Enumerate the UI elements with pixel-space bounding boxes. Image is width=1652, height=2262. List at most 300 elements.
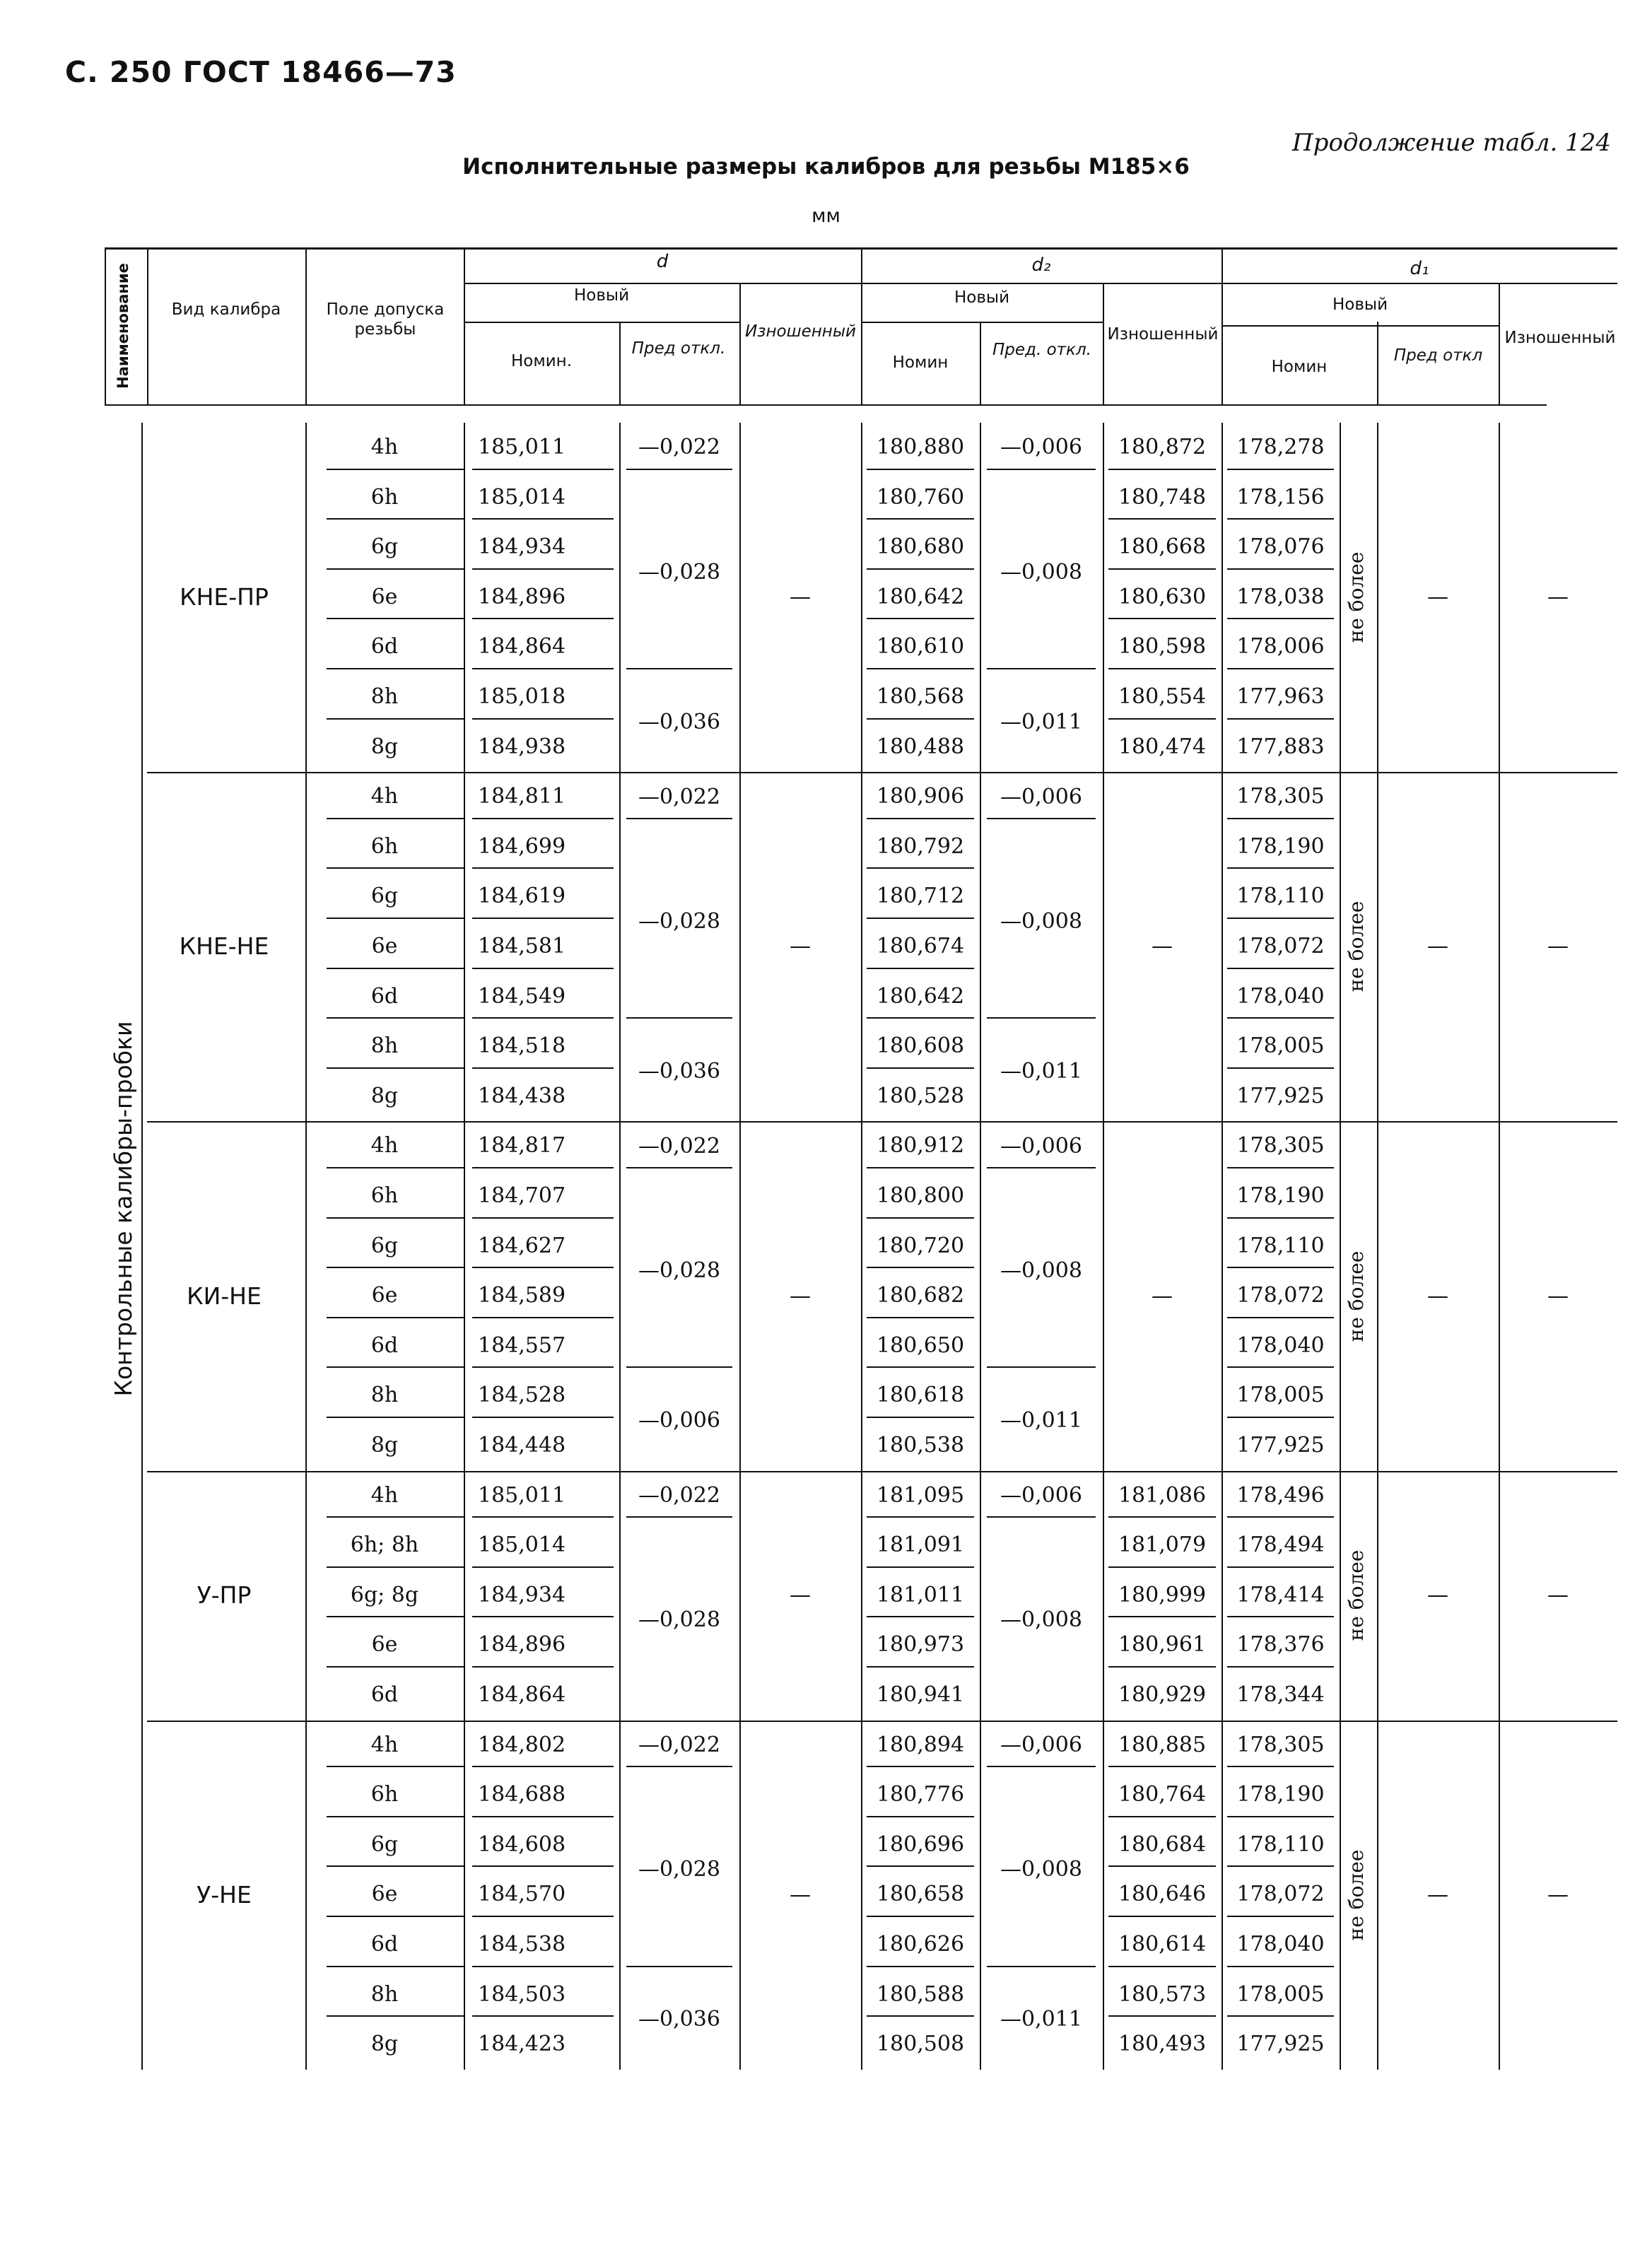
d2-nominal-cell: 180,610 [876, 634, 965, 660]
tolerance-cell: 6g [370, 1832, 399, 1857]
d2-nominal-cell: 180,792 [876, 833, 965, 859]
row-underline [472, 968, 614, 969]
header-d: d [656, 251, 669, 272]
d2-worn-cell: 180,598 [1118, 634, 1207, 660]
group-separator [147, 772, 1617, 773]
body-sep [739, 423, 741, 2070]
row-underline [472, 1616, 614, 1617]
category-label: Контрольные калибры-пробки [110, 1021, 137, 1397]
header-d1-new: Новый [1332, 295, 1388, 314]
d-deviation-cell: —0,006 [638, 1408, 720, 1433]
header-sep [980, 322, 981, 404]
row-underline [327, 918, 464, 919]
d1-nominal-cell: 178,006 [1236, 634, 1325, 660]
d1-nominal-cell: 178,414 [1236, 1582, 1325, 1607]
tolerance-cell: 6g; 8g [350, 1582, 419, 1607]
not-more-label: не более [1345, 551, 1368, 643]
tolerance-cell: 4h [370, 1482, 399, 1508]
d2-nominal-cell: 180,508 [876, 2032, 965, 2057]
row-underline [472, 1366, 614, 1368]
tolerance-cell: 6h [370, 833, 399, 859]
d1-nominal-cell: 178,305 [1236, 1133, 1325, 1159]
d-nominal-cell: 184,934 [478, 534, 566, 560]
row-underline [867, 918, 974, 919]
tolerance-cell: 6e [371, 1632, 398, 1658]
d2-deviation-cell: —0,011 [1000, 709, 1082, 734]
d-deviation-cell: —0,028 [638, 1258, 720, 1284]
row-underline [472, 469, 614, 470]
d-deviation-cell: —0,022 [638, 1482, 720, 1508]
d2-worn-cell: 180,929 [1118, 1682, 1207, 1707]
tolerance-cell: 6h [370, 1782, 399, 1807]
tolerance-cell: 8g [370, 1083, 399, 1108]
d2-nominal-cell: 181,011 [876, 1582, 965, 1607]
d2-deviation-cell: —0,008 [1000, 1857, 1082, 1882]
d1-nominal-cell: 178,038 [1236, 584, 1325, 609]
row-underline [867, 1167, 974, 1168]
row-underline [327, 668, 464, 669]
tolerance-cell: 6d [370, 1332, 399, 1358]
row-underline [472, 918, 614, 919]
row-underline [472, 1167, 614, 1168]
row-underline [327, 2015, 464, 2017]
row-underline [867, 1616, 974, 1617]
d-deviation-cell: —0,028 [638, 559, 720, 585]
tolerance-cell: 6d [370, 1932, 399, 1957]
row-underline [1108, 1516, 1216, 1518]
row-underline [327, 618, 464, 619]
row-underline [867, 968, 974, 969]
row-underline [1227, 469, 1334, 470]
d-deviation-cell: —0,028 [638, 1607, 720, 1633]
body-sep [980, 423, 981, 2070]
header-sep [739, 283, 741, 404]
d2-worn-cell: 180,646 [1118, 1882, 1207, 1907]
d-nominal-cell: 184,938 [478, 734, 566, 759]
d2-worn-cell: 180,748 [1118, 484, 1207, 510]
header-d2-worn: Изношенный [1107, 325, 1219, 344]
header-d2-nominal: Номин [892, 353, 949, 372]
row-underline [867, 867, 974, 869]
header-sep [1103, 283, 1104, 404]
row-underline [327, 1516, 464, 1518]
d2-nominal-cell: 180,642 [876, 584, 965, 609]
d1-nominal-cell: 178,305 [1236, 784, 1325, 809]
row-underline [867, 1566, 974, 1568]
d2-worn-cell: 180,474 [1118, 734, 1207, 759]
row-underline [1108, 1816, 1216, 1817]
tolerance-cell: 6h [370, 1183, 399, 1208]
row-underline [1227, 1766, 1334, 1767]
row-underline [867, 1317, 974, 1318]
row-underline [327, 469, 464, 470]
header-sep [147, 247, 148, 404]
d1-nominal-cell: 178,190 [1236, 833, 1325, 859]
row-underline [1227, 1167, 1334, 1168]
row-underline [867, 618, 974, 619]
deviation-separator [987, 469, 1096, 470]
row-underline [1227, 718, 1334, 720]
row-underline [1108, 1865, 1216, 1867]
header-bottom-rule [105, 404, 1547, 406]
header-sub-rule [861, 322, 1103, 323]
d2-worn-cell: 180,573 [1118, 1981, 1207, 2007]
row-underline [867, 668, 974, 669]
tolerance-cell: 8h [370, 684, 399, 709]
d1-nominal-cell: 177,883 [1236, 734, 1325, 759]
d2-nominal-cell: 180,650 [876, 1332, 965, 1358]
d2-nominal-cell: 180,488 [876, 734, 965, 759]
deviation-separator [987, 668, 1096, 669]
tolerance-cell: 8g [370, 1433, 399, 1458]
d2-nominal-cell: 180,538 [876, 1433, 965, 1458]
d1-nominal-cell: 177,925 [1236, 1083, 1325, 1108]
header-sep [1377, 322, 1378, 404]
row-underline [867, 718, 974, 720]
d2-deviation-cell: —0,008 [1000, 1607, 1082, 1633]
d-worn-dash: — [790, 585, 811, 610]
tolerance-cell: 4h [370, 1732, 399, 1757]
row-underline [867, 568, 974, 570]
d2-worn-cell: 181,086 [1118, 1482, 1207, 1508]
header-d2-deviation: Пред. откл. [992, 341, 1091, 359]
row-underline [472, 718, 614, 720]
d2-worn-cell: 180,614 [1118, 1932, 1207, 1957]
d2-worn-cell: 180,630 [1118, 584, 1207, 609]
row-underline [867, 1516, 974, 1518]
row-underline [472, 618, 614, 619]
row-underline [327, 1417, 464, 1418]
row-underline [327, 1766, 464, 1767]
row-underline [1227, 1366, 1334, 1368]
row-underline [472, 1816, 614, 1817]
d2-nominal-cell: 180,674 [876, 934, 965, 959]
row-underline [327, 518, 464, 520]
d-deviation-cell: —0,028 [638, 909, 720, 934]
d1-nominal-cell: 177,925 [1236, 1433, 1325, 1458]
tolerance-cell: 6e [371, 1283, 398, 1308]
d1-nominal-cell: 178,190 [1236, 1183, 1325, 1208]
row-underline [1227, 918, 1334, 919]
row-underline [1227, 1616, 1334, 1617]
d1-nominal-cell: 178,156 [1236, 484, 1325, 510]
row-underline [1227, 1916, 1334, 1917]
row-underline [867, 1267, 974, 1268]
row-underline [867, 1017, 974, 1019]
d2-worn-cell: 180,684 [1118, 1832, 1207, 1857]
d-nominal-cell: 184,619 [478, 884, 566, 909]
d2-nominal-cell: 180,776 [876, 1782, 965, 1807]
deviation-separator [987, 1966, 1096, 1967]
row-underline [1227, 1816, 1334, 1817]
row-underline [867, 469, 974, 470]
row-underline [1227, 1267, 1334, 1268]
row-underline [867, 1366, 974, 1368]
d2-deviation-cell: —0,008 [1000, 1258, 1082, 1284]
d2-deviation-cell: —0,006 [1000, 1482, 1082, 1508]
row-underline [867, 1816, 974, 1817]
d2-worn-cell: 180,961 [1118, 1632, 1207, 1658]
row-underline [472, 1966, 614, 1967]
d1-nominal-cell: 178,072 [1236, 1283, 1325, 1308]
row-underline [1108, 618, 1216, 619]
row-underline [327, 1966, 464, 1967]
row-underline [1108, 668, 1216, 669]
gauge-kind: КИ-НЕ [187, 1282, 262, 1310]
d2-deviation-cell: —0,008 [1000, 559, 1082, 585]
d-deviation-cell: —0,036 [638, 1058, 720, 1084]
gauge-kind: У-ПР [197, 1581, 252, 1610]
d2-nominal-cell: 180,800 [876, 1183, 965, 1208]
d2-nominal-cell: 180,682 [876, 1283, 965, 1308]
d2-worn-cell: 180,999 [1118, 1582, 1207, 1607]
row-underline [327, 1317, 464, 1318]
tolerance-cell: 6d [370, 634, 399, 660]
row-underline [472, 1067, 614, 1069]
d1-nominal-cell: 178,344 [1236, 1682, 1325, 1707]
d2-nominal-cell: 180,712 [876, 884, 965, 909]
d2-nominal-cell: 180,973 [876, 1632, 965, 1658]
d2-nominal-cell: 180,618 [876, 1383, 965, 1408]
d2-nominal-cell: 181,091 [876, 1533, 965, 1558]
row-underline [327, 1067, 464, 1069]
row-underline [327, 1666, 464, 1668]
tolerance-cell: 6h; 8h [350, 1533, 419, 1558]
units-label: мм [812, 205, 840, 227]
d2-nominal-cell: 180,912 [876, 1133, 965, 1159]
d-nominal-cell: 184,448 [478, 1433, 566, 1458]
d2-worn-cell: 181,079 [1118, 1533, 1207, 1558]
d2-nominal-cell: 180,608 [876, 1033, 965, 1059]
d1-worn-dash: — [1547, 1583, 1569, 1608]
row-underline [472, 2015, 614, 2017]
row-underline [867, 1217, 974, 1219]
tolerance-cell: 8h [370, 1981, 399, 2007]
d1-deviation-dash: — [1427, 585, 1448, 610]
d1-nominal-cell: 178,110 [1236, 884, 1325, 909]
header-sep [619, 322, 621, 404]
d-worn-dash: — [790, 1283, 811, 1308]
row-underline [1227, 1317, 1334, 1318]
d1-nominal-cell: 178,496 [1236, 1482, 1325, 1508]
d-deviation-cell: —0,022 [638, 1133, 720, 1159]
row-underline [472, 1217, 614, 1219]
row-underline [1227, 867, 1334, 869]
body-sep [464, 423, 465, 2070]
header-d-deviation: Пред откл. [631, 339, 726, 358]
d-nominal-cell: 184,707 [478, 1183, 566, 1208]
header-d-nominal: Номин. [510, 352, 572, 370]
row-underline [472, 1865, 614, 1867]
row-underline [1227, 618, 1334, 619]
header-kind: Вид калибра [171, 300, 281, 319]
row-underline [327, 1217, 464, 1219]
d1-nominal-cell: 178,072 [1236, 934, 1325, 959]
d-nominal-cell: 184,608 [478, 1832, 566, 1857]
header-tolerance: Поле допуска резьбы [326, 300, 445, 339]
d1-nominal-cell: 178,376 [1236, 1632, 1325, 1658]
d2-nominal-cell: 180,528 [876, 1083, 965, 1108]
d2-nominal-cell: 180,941 [876, 1682, 965, 1707]
deviation-separator [626, 818, 732, 819]
not-more-label: не более [1345, 901, 1368, 992]
d1-nominal-cell: 178,110 [1236, 1832, 1325, 1857]
tolerance-cell: 6d [370, 1682, 399, 1707]
d2-nominal-cell: 180,696 [876, 1832, 965, 1857]
row-underline [327, 1916, 464, 1917]
row-underline [327, 1616, 464, 1617]
d-nominal-cell: 184,699 [478, 833, 566, 859]
not-more-label: не более [1345, 1549, 1368, 1641]
tolerance-cell: 6e [371, 934, 398, 959]
row-underline [867, 1067, 974, 1069]
row-underline [867, 1916, 974, 1917]
row-underline [1108, 718, 1216, 720]
row-underline [327, 968, 464, 969]
d-nominal-cell: 184,802 [478, 1732, 566, 1757]
deviation-separator [626, 668, 732, 669]
d-nominal-cell: 184,589 [478, 1283, 566, 1308]
gauge-kind: КНЕ-ПР [180, 583, 269, 611]
row-underline [1227, 1666, 1334, 1668]
d2-nominal-cell: 180,626 [876, 1932, 965, 1957]
d2-nominal-cell: 180,642 [876, 983, 965, 1009]
tolerance-cell: 6g [370, 534, 399, 560]
d2-worn-cell: 180,668 [1118, 534, 1207, 560]
header-d-worn: Изношенный [745, 322, 856, 341]
tolerance-cell: 4h [370, 784, 399, 809]
d2-nominal-cell: 180,760 [876, 484, 965, 510]
group-separator [147, 1471, 1617, 1472]
row-underline [1108, 1616, 1216, 1617]
d-deviation-cell: —0,036 [638, 2007, 720, 2032]
deviation-separator [626, 469, 732, 470]
row-underline [1227, 1516, 1334, 1518]
tolerance-cell: 8h [370, 1033, 399, 1059]
d2-deviation-cell: —0,006 [1000, 784, 1082, 809]
d-nominal-cell: 184,557 [478, 1332, 566, 1358]
header-d1-deviation: Пред откл [1393, 346, 1483, 365]
d-nominal-cell: 184,896 [478, 584, 566, 609]
row-underline [1227, 1865, 1334, 1867]
d-worn-dash: — [790, 1882, 811, 1907]
d1-nominal-cell: 178,040 [1236, 1332, 1325, 1358]
d2-worn-cell: 180,554 [1118, 684, 1207, 709]
d1-nominal-cell: 178,005 [1236, 1033, 1325, 1059]
header-sep [105, 247, 106, 404]
d-deviation-cell: —0,036 [638, 709, 720, 734]
not-more-label: не более [1345, 1250, 1368, 1342]
d1-nominal-cell: 178,305 [1236, 1732, 1325, 1757]
d2-worn-dash: — [1152, 934, 1173, 959]
row-underline [867, 1666, 974, 1668]
table-continuation-label: Продолжение табл. 124 [1292, 129, 1611, 157]
tolerance-cell: 8g [370, 2032, 399, 2057]
row-underline [472, 1516, 614, 1518]
d1-worn-dash: — [1547, 1283, 1569, 1308]
d1-nominal-cell: 178,494 [1236, 1533, 1325, 1558]
row-underline [327, 1816, 464, 1817]
d1-nominal-cell: 178,040 [1236, 1932, 1325, 1957]
row-underline [1108, 1916, 1216, 1917]
d-nominal-cell: 184,581 [478, 934, 566, 959]
d-nominal-cell: 184,896 [478, 1632, 566, 1658]
d2-worn-dash: — [1152, 1283, 1173, 1308]
row-underline [1108, 568, 1216, 570]
body-sep [1499, 423, 1500, 2070]
d2-nominal-cell: 180,720 [876, 1233, 965, 1258]
row-underline [867, 818, 974, 819]
row-underline [472, 1916, 614, 1917]
group-separator [147, 1121, 1617, 1123]
row-underline [867, 1865, 974, 1867]
row-underline [327, 1566, 464, 1568]
group-separator [147, 1721, 1617, 1722]
row-underline [1227, 568, 1334, 570]
d-nominal-cell: 184,549 [478, 983, 566, 1009]
row-underline [1108, 469, 1216, 470]
deviation-separator [987, 1167, 1096, 1168]
d2-deviation-cell: —0,011 [1000, 2007, 1082, 2032]
d2-nominal-cell: 180,680 [876, 534, 965, 560]
d2-nominal-cell: 181,095 [876, 1482, 965, 1508]
header-sub-rule [1222, 283, 1617, 284]
row-underline [327, 1017, 464, 1019]
body-sep [1340, 423, 1341, 2070]
header-d1: d₁ [1410, 258, 1429, 279]
row-underline [472, 1317, 614, 1318]
not-more-label: не более [1345, 1849, 1368, 1941]
row-underline [1227, 2015, 1334, 2017]
d2-nominal-cell: 180,568 [876, 684, 965, 709]
d2-worn-cell: 180,493 [1118, 2032, 1207, 2057]
row-underline [1227, 1217, 1334, 1219]
d-nominal-cell: 184,817 [478, 1133, 566, 1159]
header-sub-rule [1222, 325, 1499, 327]
d2-nominal-cell: 180,658 [876, 1882, 965, 1907]
row-underline [867, 1966, 974, 1967]
gauge-kind: КНЕ-НЕ [179, 932, 269, 961]
d1-nominal-cell: 178,076 [1236, 534, 1325, 560]
d2-deviation-cell: —0,006 [1000, 1732, 1082, 1757]
d2-worn-cell: 180,872 [1118, 435, 1207, 459]
row-underline [1108, 1766, 1216, 1767]
d1-deviation-dash: — [1427, 1583, 1448, 1608]
row-underline [1227, 1417, 1334, 1418]
row-underline [327, 1865, 464, 1867]
body-sep [1103, 423, 1104, 2070]
d-nominal-cell: 184,538 [478, 1932, 566, 1957]
header-sub-rule [464, 322, 739, 323]
d2-nominal-cell: 180,588 [876, 1981, 965, 2007]
row-underline [1227, 1566, 1334, 1568]
d-nominal-cell: 184,528 [478, 1383, 566, 1408]
row-underline [1108, 1566, 1216, 1568]
header-name: Наименование [115, 263, 131, 389]
d-deviation-cell: —0,022 [638, 1732, 720, 1757]
row-underline [867, 518, 974, 520]
d-deviation-cell: —0,022 [638, 435, 720, 460]
d1-deviation-dash: — [1427, 1882, 1448, 1907]
deviation-separator [626, 1516, 732, 1518]
d2-deviation-cell: —0,006 [1000, 435, 1082, 460]
header-d-new: Новый [573, 286, 630, 305]
deviation-separator [626, 1017, 732, 1019]
d-nominal-cell: 184,864 [478, 634, 566, 660]
row-underline [472, 1666, 614, 1668]
header-sub-rule [861, 283, 1222, 284]
row-underline [1108, 1966, 1216, 1967]
